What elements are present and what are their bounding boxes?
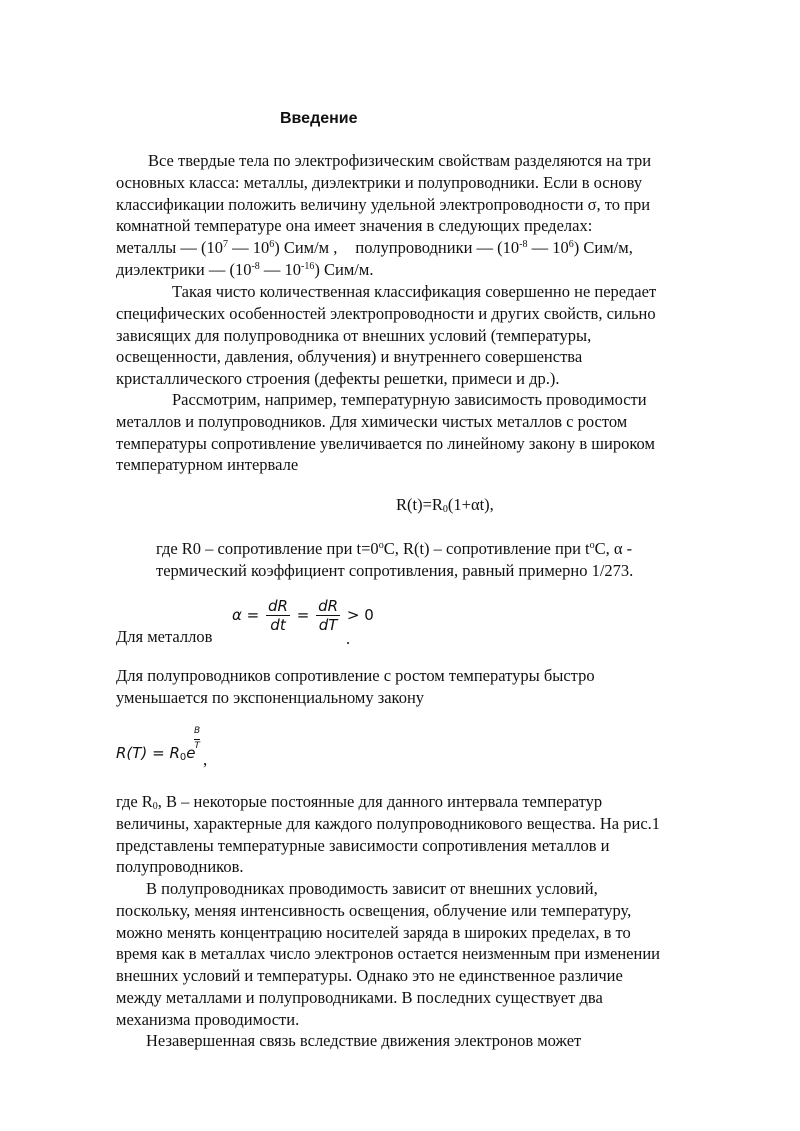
dielectrics-range: диэлектрики — ($10^{-8}$ — $10^{-16}$) Сим/м. [116,259,374,279]
text-line: температуры сопротивление увеличивается по линейному закону в широком [116,433,655,453]
paragraph-external-conditions [116,878,748,1031]
text-line: специфических особенностей электропроводности и других свойств, сильно [116,303,656,323]
text-line: между металлами и полупроводниками. В последних существует два [116,987,603,1007]
text-line: механизма проводимости. [116,1009,300,1029]
formula-comma: , [203,750,208,769]
text-line: где R0 – сопротивление при $t=0^oC$, R(t) – сопротивление при $t^oC$, α - [156,539,633,558]
text-line: представлены температурные зависимости сопротивления металлов и [116,835,610,855]
text-line: внешних условий и температуры. Однако это не единственное различие [116,966,623,986]
text-line: можно менять концентрацию носителей заряда в широких пределах, в то [116,922,631,942]
section-heading: Введение [280,110,358,127]
text-line: величины, характерные для каждого полупроводникового вещества. На рис.1 [116,813,661,833]
text-line: металлов и полупроводников. Для химически чистых металлов с ростом [116,411,628,431]
text-line: зависящих для полупроводника от внешних условий (температуры, [116,325,592,345]
paragraph-incomplete-bond [116,1030,748,1052]
text-line: освещенности, давления, облучения) и внутреннего совершенства [116,347,583,367]
paragraph-intro [116,150,748,281]
text-line: температурном интервале [116,455,299,475]
formula-linear-resistance: $R(t)=R_0(1+\alpha t)$, [396,495,494,515]
text-line: термический коэффициент сопротивления, равный примерно 1/273. [156,560,634,580]
conductivity-ranges-line [116,237,748,259]
text-line: поскольку, меняя интенсивность освещения, облучение или температуру, [116,900,632,920]
paragraph-classification [116,281,748,390]
text-line: Для полупроводников сопротивление с ростом температуры быстро [116,666,595,685]
paragraph-semiconductors [116,665,748,709]
fraction-dR-dT: $\frac{dR}{dT}$ [318,597,339,634]
semiconductors-range: полупроводники — ($10^{-8}$ — $10^6$) Сим/м, [355,238,633,258]
formula-exponential-resistance: $R(T) = R_0e$ B T [116,726,201,763]
text-line: Такая чисто количественная классификация совершенно не передает [172,282,657,301]
text-line: где $R_0$, B – некоторые постоянные для данного интервала температур [116,792,603,812]
paragraph-constants [116,791,748,878]
formula-metals-coefficient: α = $\frac{dR}{dt}$ = $\frac{dR}{dT}$ > 0 [232,597,374,634]
metals-label: Для металлов [116,627,213,646]
alpha-symbol: α [232,606,242,624]
fraction-dR-dt: $\frac{dR}{dt}$ [268,597,288,634]
exponent-fraction: B T [194,726,201,751]
text-line: комнатной температуре она имеет значения в следующих пределах: [116,216,593,236]
text-line: время как в металлах число электронов остается неизменным при изменении [116,944,660,964]
text-line: классификации положить величину удельной электропроводности σ, то при [116,194,651,214]
text-line: В полупроводниках проводимость зависит от внешних условий, [146,879,598,898]
text-line: полупроводников. [116,857,244,877]
text-line: уменьшается по экспоненциальному закону [116,687,425,707]
text-line: Незавершенная связь вследствие движения электронов может [146,1031,582,1050]
metals-range: металлы — ($10^7$ — $10^6$) Сим/м , [116,238,338,258]
paragraph-temperature [116,389,748,476]
formula-explanation [156,538,756,582]
text-line: кристаллического строения (дефекты решетки, примеси и др.). [116,369,560,389]
text-line: Рассмотрим, например, температурную зависимость проводимости [172,390,647,409]
text-line: основных класса: металлы, диэлектрики и полупроводники. Если в основу [116,172,643,192]
text-line: Все твердые тела по электрофизическим свойствам разделяются на три [148,151,652,170]
formula-dot: . [346,629,351,648]
